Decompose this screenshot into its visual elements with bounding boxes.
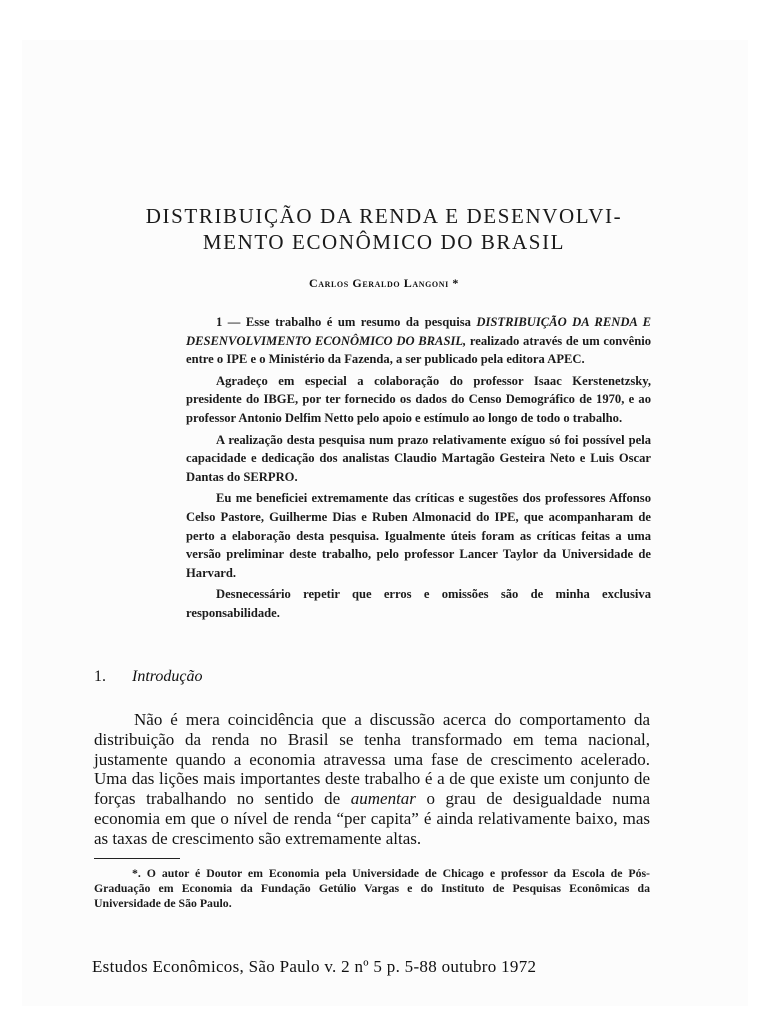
note-text: 1 — Esse trabalho é um resumo da pesquisa — [216, 315, 477, 329]
journal-citation: Estudos Econômicos, São Paulo v. 2 nº 5 p. 5-88 outubro 1972 — [92, 957, 537, 976]
footnote — [94, 866, 650, 911]
section-title: Introdução — [132, 668, 203, 685]
section-heading — [94, 668, 203, 686]
note-paragraph — [186, 313, 651, 369]
footnote-text: *. O autor é Doutor em Economia pela Universidade de Chicago e professor da Escola de Pós-Graduação em Economia da Fundação Getúlio Vargas e do Instituto de Pesquisas Econômicas da Universidade de São Paulo. — [94, 866, 650, 910]
note-paragraph: Eu me beneficiei extremamente das críticas e sugestões dos professores Affonso Celso Pastore, Guilherme Dias e Ruben Almonacid do IPE, que acompanharam de perto a elaboração desta pesquisa. Igualmente úteis foram as críticas feitas a uma versão preliminar deste trabalho, pelo professor Lancer Taylor da Universidade de Harvard. — [186, 491, 651, 580]
footnote-divider — [94, 858, 180, 859]
note-paragraph: A realização desta pesquisa num prazo relativamente exíguo só foi possível pela capacidade e dedicação dos analistas Claudio Martagão Gesteira Neto e Luis Oscar Dantas do SERPRO. — [186, 432, 651, 484]
author-name: Carlos Geraldo Langoni * — [308, 276, 460, 290]
note-paragraph: Desnecessário repetir que erros e omissões são de minha exclusiva responsabilidade. — [186, 587, 651, 620]
note-research-title: DISTRIBUIÇÃO DA RENDA E DESENVOLVIMENTO ECONÔMICO DO BRASIL, — [186, 315, 651, 348]
note-text: realizado através de um convênio entre o IPE e o Ministério da Fazenda, a ser publicado pela editora APEC. — [186, 333, 651, 367]
note-paragraph: Agradeço em especial a colaboração do professor Isaac Kerstenetzsky, presidente do IBGE, por ter fornecido os dados do Censo Demográfico de 1970, e ao professor Antonio Delfim Netto pelo apoio e estímulo ao longo de todo o trabalho. — [186, 373, 651, 425]
body-text — [94, 710, 650, 849]
article-title-line-2: MENTO ECONÔMICO DO BRASIL — [202, 230, 566, 254]
acknowledgement-note — [186, 313, 651, 626]
body-text-part: Não é mera coincidência que a discussão acerca do comportamento da distribuição da renda no Brasil se tenha transformado em tema nacional, justamente quando a economia atravessa uma fase de crescimento acelerado. Uma das lições mais importantes deste trabalho é a de que existe um conjunto de forças trabalhando no sentido de — [94, 710, 650, 809]
body-text-part: o grau de desigualdade numa economia em que o nível de renda “per capita” é ainda relativamente baixo, mas as taxas de crescimento são extremamente altas. — [94, 789, 650, 848]
body-emphasis: aumentar — [350, 789, 416, 809]
section-number: 1. — [94, 668, 106, 685]
body-paragraph — [94, 710, 650, 849]
article-title-line-1: DISTRIBUIÇÃO DA RENDA E DESENVOLVI- — [145, 204, 623, 228]
